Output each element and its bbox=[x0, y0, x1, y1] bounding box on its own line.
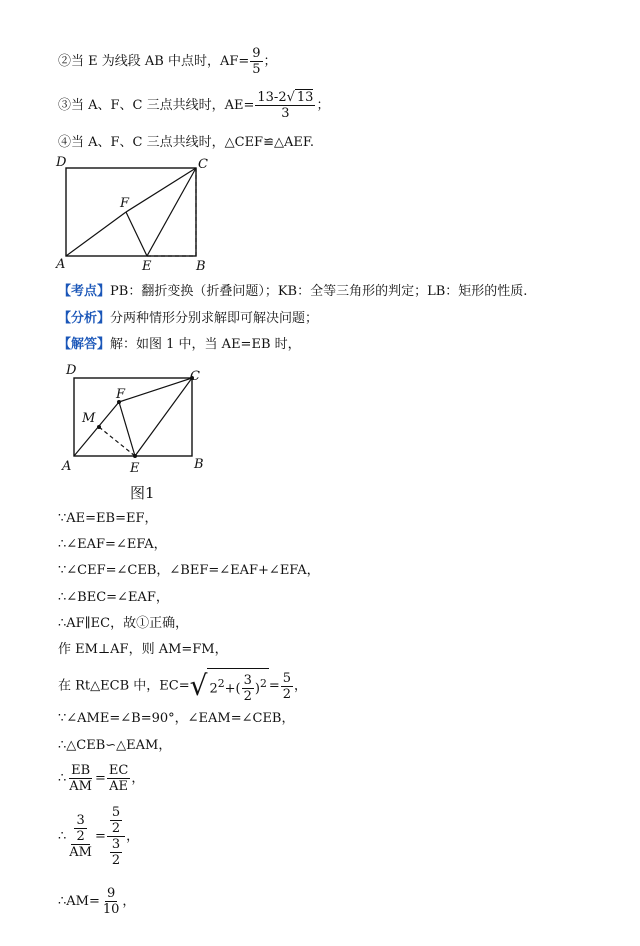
step-6: 作 EM⊥AF，则 AM=FM， bbox=[58, 642, 228, 657]
radicand: $2^2+$( $\frac{3}{2}$ )$^2$ bbox=[207, 668, 268, 704]
label-f: F bbox=[116, 387, 126, 402]
segment-fe bbox=[119, 402, 135, 456]
fraction bbox=[74, 813, 86, 844]
fraction-numerator: EC bbox=[108, 763, 129, 778]
jieda-text: 解：如图 1 中，当 AE=EB 时， bbox=[110, 337, 301, 352]
compound-numerator bbox=[71, 813, 89, 845]
exponent: 2 bbox=[259, 677, 267, 690]
segment-af bbox=[66, 212, 126, 256]
kaodian-text: PB：翻折变换（折叠问题）；KB：全等三角形的判定；LB：矩形的性质. bbox=[110, 284, 528, 299]
point-m bbox=[97, 425, 101, 429]
rect-outline bbox=[66, 168, 196, 256]
statement-2-suffix: ； bbox=[263, 54, 277, 69]
step-10-suffix: ， bbox=[131, 771, 145, 786]
fraction-denominator: 2 bbox=[76, 829, 85, 844]
segment-em-dashed bbox=[99, 427, 135, 456]
label-e: E bbox=[142, 259, 152, 274]
fraction-denominator: 2 bbox=[111, 853, 121, 868]
label-a: A bbox=[62, 459, 72, 474]
step-5: ∴AF∥EC，故①正确， bbox=[58, 616, 189, 631]
segment-af bbox=[74, 402, 119, 456]
step-7-prefix: 在 Rt△ECB 中，EC= bbox=[58, 678, 190, 694]
statement-3-prefix: ③当 A、F、C 三点共线时，AE= bbox=[58, 98, 255, 113]
fraction-result bbox=[281, 671, 293, 702]
fraction bbox=[250, 46, 262, 77]
fenxi-tag: 【分析】 bbox=[58, 311, 111, 326]
fraction-numerator: 13-2√ 13 bbox=[257, 90, 314, 105]
label-m: M bbox=[82, 411, 96, 426]
step-1: ∵AE=EB=EF， bbox=[58, 511, 158, 526]
term-base: 2 bbox=[209, 681, 218, 697]
figure-1 bbox=[56, 358, 216, 478]
fraction-denominator: 10 bbox=[102, 902, 120, 917]
compound-numerator bbox=[107, 805, 125, 837]
label-a: A bbox=[56, 257, 66, 272]
fraction-numerator: 3 bbox=[76, 813, 85, 828]
step-10-prefix: ∴ bbox=[58, 771, 67, 786]
fraction-denominator: 2 bbox=[243, 689, 252, 705]
fraction-numerator: EB bbox=[71, 763, 91, 778]
step-10: ∴ $\frac{EB}{AM}$ = $\frac{EC}{AE}$ ， bbox=[58, 763, 145, 794]
fraction-left bbox=[67, 763, 94, 794]
numerator-part: 13-2 bbox=[257, 90, 287, 105]
label-c: C bbox=[190, 369, 200, 384]
fraction-numerator: 3 bbox=[243, 673, 252, 689]
statement-2 bbox=[58, 46, 277, 77]
label-d: D bbox=[56, 155, 67, 170]
fraction-numerator: 5 bbox=[282, 670, 292, 686]
fraction-numerator: 5 bbox=[111, 805, 121, 820]
sqrt-sign: √ bbox=[189, 669, 208, 703]
step-12-prefix: ∴AM= bbox=[58, 894, 100, 909]
segment-ec bbox=[147, 168, 196, 256]
compound-fraction-right bbox=[107, 805, 125, 868]
fraction bbox=[110, 837, 122, 868]
segment-fe bbox=[126, 212, 147, 256]
statement-3 bbox=[58, 90, 329, 121]
compound-denominator bbox=[107, 837, 125, 868]
segment-ec bbox=[135, 378, 192, 456]
fraction bbox=[110, 805, 122, 836]
exponent: 2 bbox=[217, 677, 225, 690]
step-11-suffix: ， bbox=[126, 829, 140, 844]
fenxi-text: 分两种情形分别求解即可解决问题； bbox=[110, 311, 319, 326]
step-2: ∴∠EAF=∠EFA， bbox=[58, 537, 167, 552]
fraction-denominator: 2 bbox=[282, 686, 292, 702]
label-e: E bbox=[130, 461, 140, 476]
label-c: C bbox=[198, 157, 208, 172]
fraction bbox=[255, 90, 315, 121]
segment-fc bbox=[126, 168, 196, 212]
step-12 bbox=[58, 886, 135, 918]
fraction bbox=[101, 886, 122, 917]
statement-3-suffix: ； bbox=[316, 98, 330, 113]
step-4: ∴∠BEC=∠EAF， bbox=[58, 590, 169, 605]
fraction-numerator: 9 bbox=[252, 46, 261, 61]
step-7-suffix: ， bbox=[294, 678, 308, 694]
statement-4: ④当 A、F、C 三点共线时，△CEF≌△AEF. bbox=[58, 135, 314, 150]
compound-denominator: AM bbox=[69, 845, 92, 860]
jieda-tag: 【解答】 bbox=[58, 337, 111, 352]
fraction bbox=[242, 673, 254, 704]
compound-fraction-left bbox=[67, 813, 94, 860]
label-b: B bbox=[196, 259, 206, 274]
point-e bbox=[133, 454, 137, 458]
statement-2-prefix: ②当 E 为线段 AB 中点时，AF= bbox=[58, 54, 250, 69]
label-b: B bbox=[194, 457, 204, 472]
step-12-suffix: ， bbox=[122, 894, 136, 909]
step-3: ∵∠CEF=∠CEB，∠BEF=∠EAF+∠EFA， bbox=[58, 563, 320, 578]
fraction-denominator: AE bbox=[109, 779, 129, 794]
fraction-denominator: 5 bbox=[252, 62, 261, 77]
label-f: F bbox=[120, 196, 130, 211]
segment-fc bbox=[119, 378, 192, 402]
rectangle-figure-top bbox=[52, 152, 222, 276]
kaodian-tag: 【考点】 bbox=[58, 284, 111, 299]
step-9: ∴△CEB∽△EAM， bbox=[58, 738, 172, 753]
kaodian-line bbox=[58, 283, 527, 301]
fenxi-line bbox=[58, 310, 318, 328]
fraction-denominator: AM bbox=[69, 779, 92, 794]
fraction-denominator: 3 bbox=[281, 106, 290, 121]
fraction-right bbox=[107, 763, 130, 794]
step-11: ∴ $\frac{\frac{3}{2}}{AM}$ = $\frac{\frac{5}{2}}{\frac{3}{2}}$ ， bbox=[58, 805, 140, 868]
radicand: 13 bbox=[296, 90, 314, 105]
jieda-line bbox=[58, 336, 301, 354]
label-d: D bbox=[66, 363, 77, 378]
fraction-denominator: 2 bbox=[111, 821, 121, 836]
step-7: 在 Rt△ECB 中，EC=√ $2^2+$( $\frac{3}{2}$ )$^2$ = $\frac{5}{2}$ ， bbox=[58, 669, 308, 705]
fraction-numerator: 3 bbox=[111, 837, 121, 852]
figure-1-caption: 图1 bbox=[130, 484, 155, 502]
step-11-prefix: ∴ bbox=[58, 829, 67, 844]
step-8: ∵∠AME=∠B=90°，∠EAM=∠CEB， bbox=[58, 711, 295, 726]
fraction-numerator: 9 bbox=[107, 886, 116, 901]
